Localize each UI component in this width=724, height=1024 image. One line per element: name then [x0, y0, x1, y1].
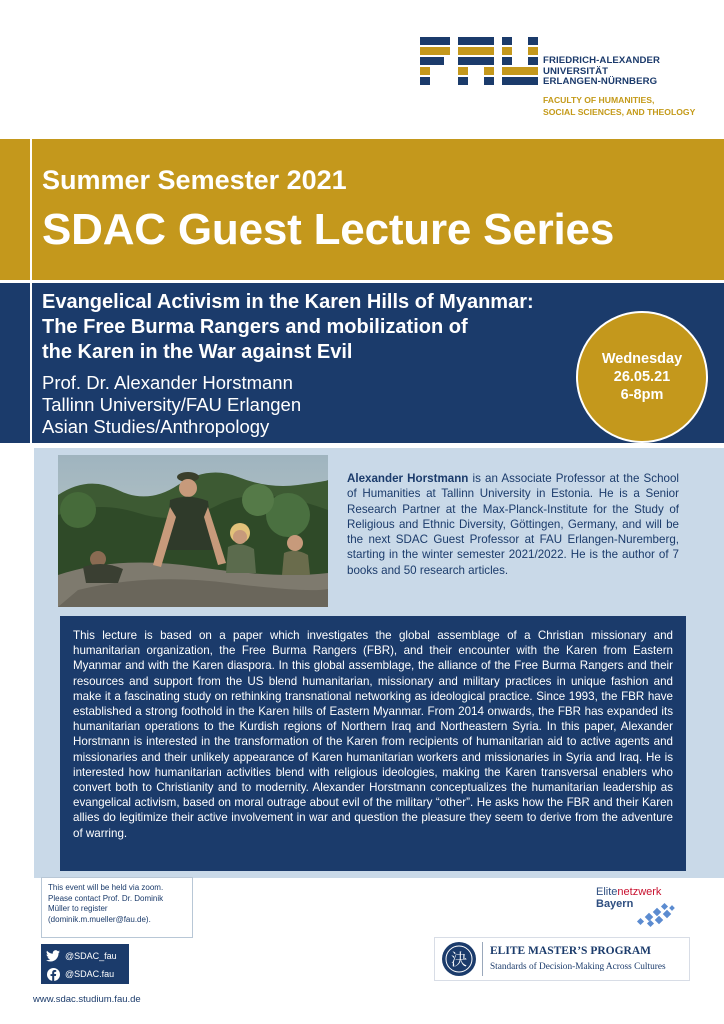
- date-weekday: Wednesday: [601, 351, 683, 367]
- speaker-bio: [347, 471, 679, 578]
- talk-divider: [30, 283, 32, 443]
- faculty-name-line: SOCIAL SCIENCES, AND THEOLOGY: [543, 106, 696, 117]
- diamond-pattern-icon: [634, 902, 678, 928]
- banner-divider: [30, 139, 32, 280]
- facebook-handle: @SDAC.fau: [65, 969, 115, 979]
- twitter-icon: [46, 949, 60, 963]
- registration-line: Müller to register: [48, 904, 108, 913]
- semester-heading: Summer Semester 2021: [42, 165, 347, 195]
- bio-text: is an Associate Professor at the School of Humanities at Tallinn University in Estonia. He is a Senior Research Partner at the Max-Planck-Institute for the Study of Religious and Ethnic Diversity, Göttingen, Germany, and will be the next SDAC Guest Professor at FAU Erlangen-Nuremberg, starting in the winter semester 2021/2022. He is the author of 7 books and 50 research articles.: [347, 472, 679, 577]
- abstract-text: This lecture is based on a paper which investigates the global assemblage of a Christian missionary and humanitarian organization, the Free Burma Rangers (FBR), and their encounter with the Karen from Eastern Myanmar and with the Karen diaspora. In this global assemblage, the alliance of the Free Burma Rangers and their resources and support from the US blend humanitarian, missionary and military practices in unique fashion and make it a fascinating study on rethinking transnational networking as ideological practice. Since 1993, the FBR have established a strong foothold in the Karen hills of Eastern Myanmar. From 2014 onwards, the FBR has expanded its humanitarian operations to the Kurdish regions of Northern Iraq and Northeastern Syria. In this paper, Alexander Horstmann is interested in the transformation of the Karen from recipients of humanitarian aid to active agents and missionaries and their unlikely appearance of Karen humanitarian workers and missionaries in Syria and Iraq. He is interested how humanitarian activities blend with religious ideologies, making the Karen transversal enablers who convert both to Christianity and to modernity. Alexander Horstmann conceptualizes the humanitarian leadership as evangelical activism, based on moral outrage about evil of the military “other”. He asks how the FBR and their Karen allies do legitimize their active involvement in war and question the pleasure they seem to derive from the adventure of warring.: [73, 629, 673, 840]
- emp-divider: [482, 942, 483, 976]
- twitter-link[interactable]: [46, 948, 124, 964]
- talk-title: [42, 290, 534, 365]
- fau-logo: [420, 37, 538, 85]
- talk-title-line: The Free Burma Rangers and mobilization of: [42, 316, 468, 338]
- registration-line: This event will be held via zoom.: [48, 883, 164, 892]
- facebook-link[interactable]: [46, 966, 124, 982]
- enb-bayern: Bayern: [596, 898, 634, 910]
- registration-info: [41, 877, 193, 938]
- seal-glyph: 決: [450, 950, 468, 969]
- registration-line: Please contact Prof. Dr. Dominik: [48, 893, 164, 903]
- speaker-info: [42, 372, 301, 438]
- talk-title-line: the Karen in the War against Evil: [42, 341, 353, 363]
- faculty-name: [543, 95, 695, 118]
- emp-subtitle: Standards of Decision-Making Across Cultures: [490, 962, 666, 972]
- enb-netz: netzwerk: [617, 886, 662, 898]
- elite-masters-program-logo: [434, 937, 690, 981]
- emp-title: ELITE MASTER’S PROGRAM: [490, 945, 652, 957]
- website-link[interactable]: www.sdac.studium.fau.de: [33, 994, 141, 1005]
- date-day: 26.05.21: [613, 369, 671, 385]
- registration-email[interactable]: (dominik.m.mueller@fau.de).: [48, 914, 151, 924]
- date-time: 6-8pm: [620, 387, 664, 403]
- abstract-box: [60, 616, 686, 871]
- date-badge: [576, 311, 708, 443]
- university-name-line: UNIVERSITÄT: [543, 65, 609, 77]
- speaker-field: Asian Studies/Anthropology: [42, 416, 270, 437]
- speaker-photo: [58, 455, 328, 607]
- university-name-line: FRIEDRICH-ALEXANDER: [543, 55, 661, 66]
- faculty-name-line: FACULTY OF HUMANITIES,: [543, 95, 655, 105]
- speaker-affiliation: Tallinn University/FAU Erlangen: [42, 394, 302, 415]
- enb-elite: Elite: [596, 886, 618, 898]
- talk-title-line: Evangelical Activism in the Karen Hills of Myanmar:: [42, 291, 534, 313]
- seal-icon: [442, 942, 476, 976]
- twitter-handle: @SDAC_fau: [65, 951, 117, 961]
- series-title: SDAC Guest Lecture Series: [42, 205, 615, 254]
- elitenetzwerk-logo: [584, 880, 688, 932]
- university-name-line: ERLANGEN-NÜRNBERG: [543, 76, 658, 87]
- speaker-name: Prof. Dr. Alexander Horstmann: [42, 372, 293, 393]
- university-name: [543, 56, 660, 88]
- social-links: [41, 944, 129, 984]
- bio-name: Alexander Horstmann: [347, 472, 469, 485]
- facebook-icon: [46, 967, 60, 981]
